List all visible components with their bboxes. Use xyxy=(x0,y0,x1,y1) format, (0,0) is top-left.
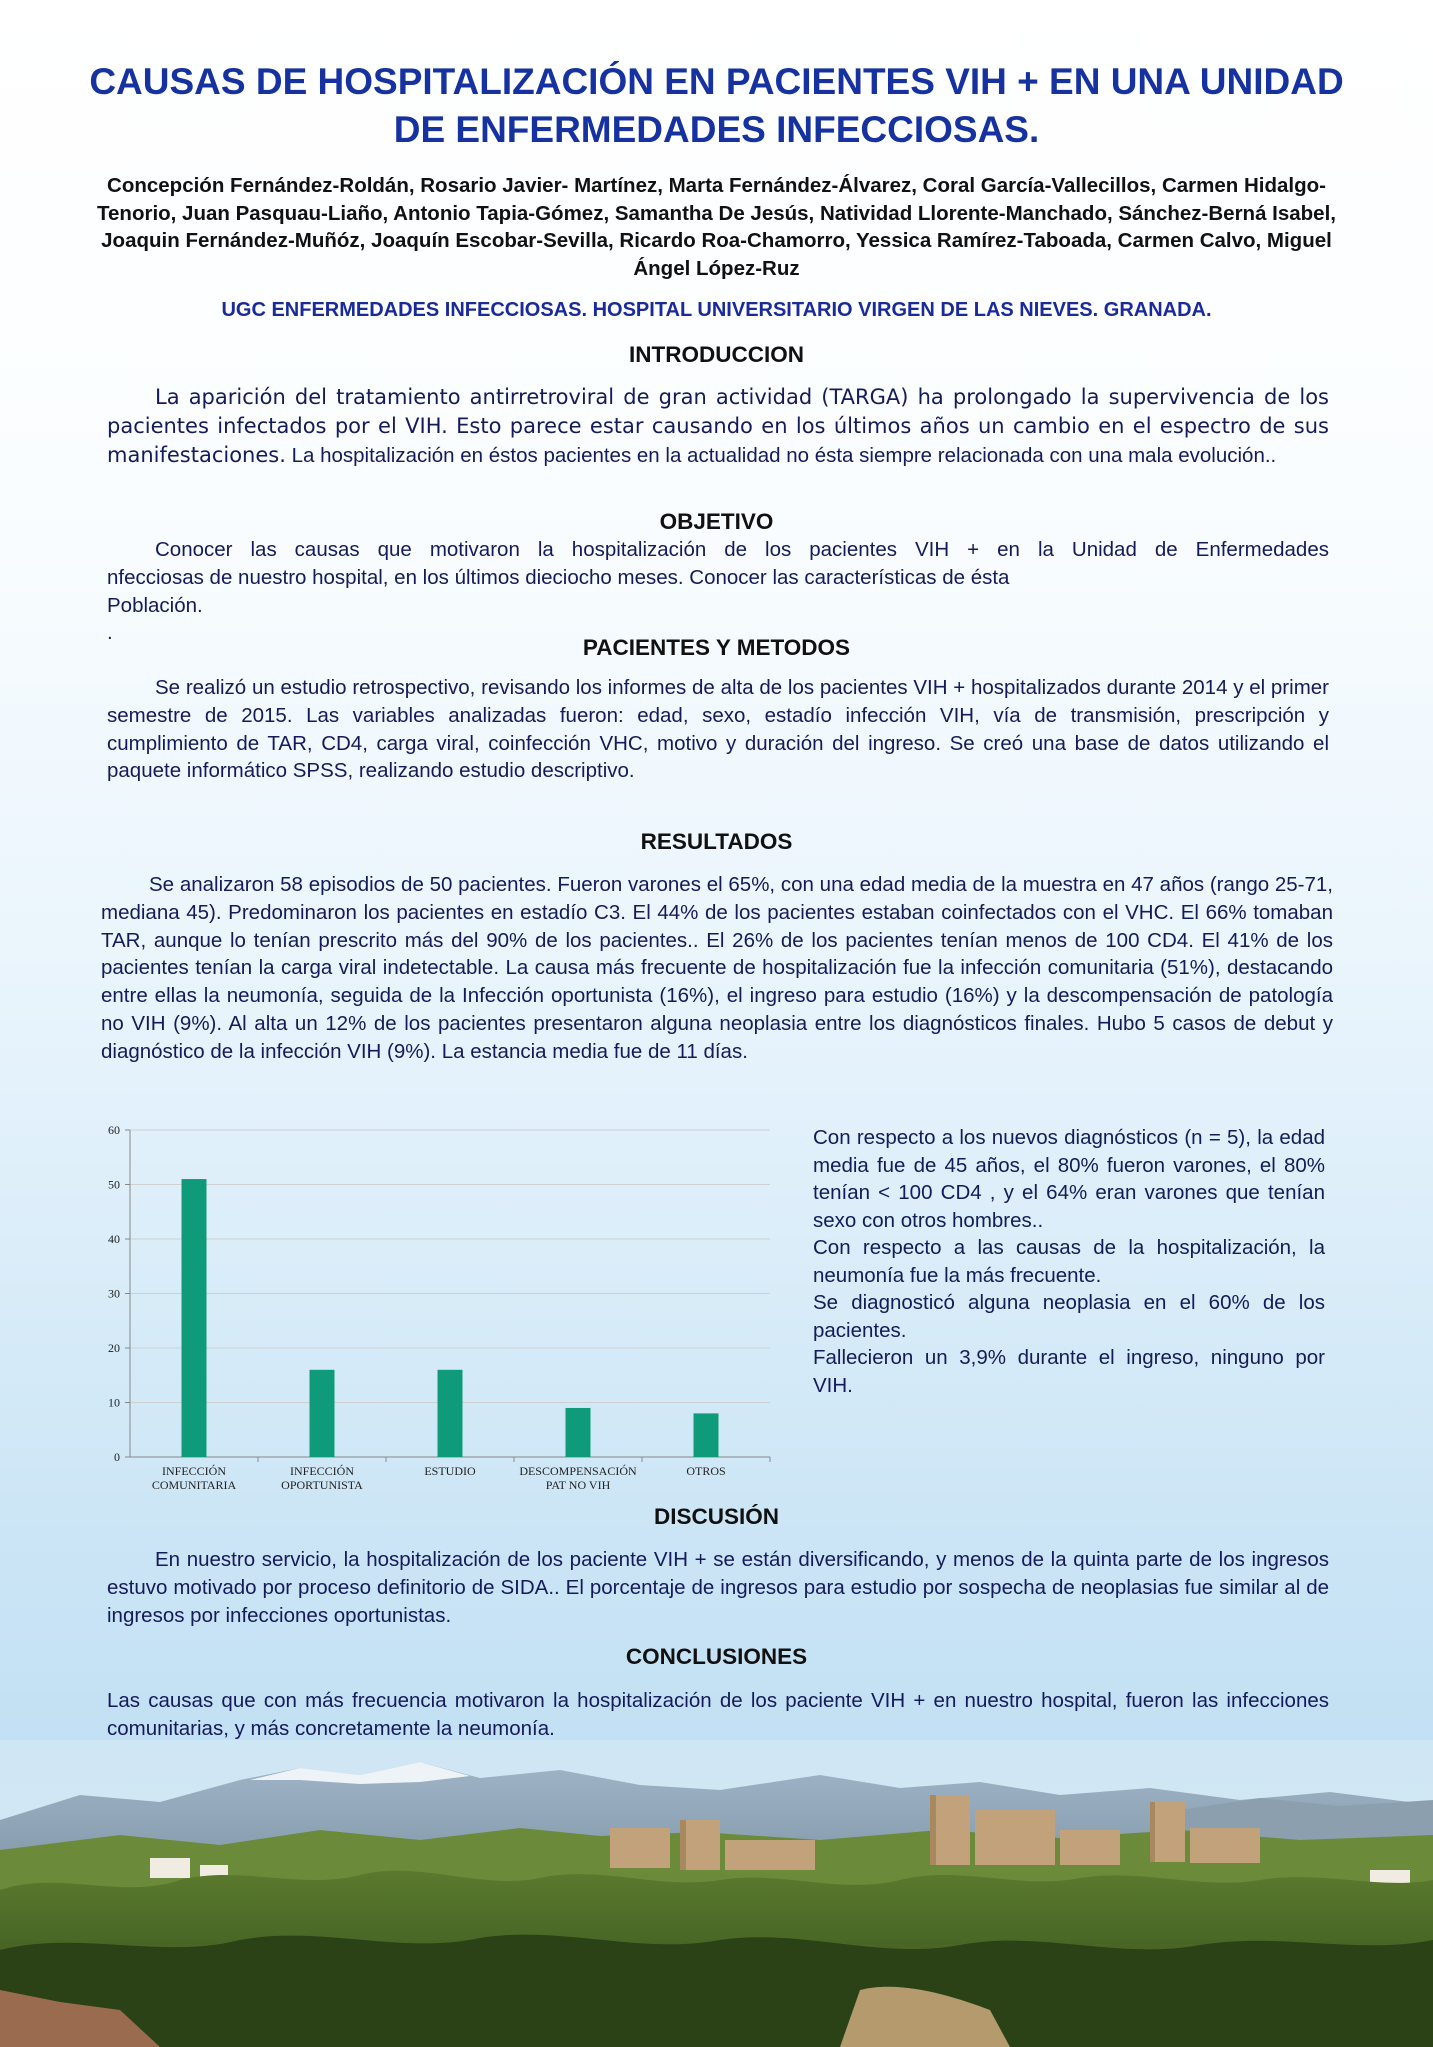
objetivo-heading: OBJETIVO xyxy=(659,509,774,534)
conclusiones-text: Las causas que con más frecuencia motivaron la hospitalización de los paciente VIH + en nuestro hospital, fueron las infecciones comunitarias, y más concretamente la neumonía. xyxy=(107,1689,1329,1740)
y-tick-label: 30 xyxy=(108,1286,120,1301)
x-tick-label: DESCOMPENSACIÓN xyxy=(519,1464,637,1478)
metodos-text: Se realizó un estudio retrospectivo, revisando los informes de alta de los pacientes VIH + hospitalizados durante 2014 y el primer semestre de 2015. Las variables analizadas fueron: edad, sexo, estadío infección VIH, vía de transmisión, prescripción y cumplimiento de TAR, CD4, carga viral, coinfección VHC, motivo y duración del ingreso. Se creó una base de datos utilizando el paquete informático SPSS, realizando estudio descriptivo. xyxy=(107,676,1329,783)
y-tick-label: 40 xyxy=(108,1232,120,1246)
bar-chart xyxy=(100,1118,780,1508)
introduccion-text-b: La hospitalización en éstos pacientes en la actualidad no ésta siempre relacionada con una mala evolución.. xyxy=(285,443,1277,467)
x-tick-label: OPORTUNISTA xyxy=(281,1478,363,1492)
introduccion-text-a: La aparición del tratamiento antirretroviral de gran actividad (TARGA) ha prolongado la supervivencia de los pacientes infectados por el VIH. Esto parece estar causando en los últimos años un cambio en el espectro de sus manifestaciones. xyxy=(107,385,1329,467)
x-tick-label: PAT NO VIH xyxy=(545,1478,611,1492)
bar-chart-svg xyxy=(100,1118,780,1508)
bar xyxy=(438,1370,463,1457)
introduccion-heading: INTRODUCCION xyxy=(629,342,804,367)
side-notes xyxy=(813,1124,1325,1399)
objetivo-line-4: . xyxy=(107,621,113,645)
resultados-heading: RESULTADOS xyxy=(640,829,793,854)
affiliation: UGC ENFERMEDADES INFECCIOSAS. HOSPITAL UNIVERSITARIO VIRGEN DE LAS NIEVES. GRANADA. xyxy=(221,299,1212,321)
introduccion-text xyxy=(107,383,1329,469)
conclusiones-heading: CONCLUSIONES xyxy=(625,1644,808,1669)
x-tick-label: INFECCIÓN xyxy=(289,1464,355,1478)
landscape-illustration xyxy=(0,1740,1433,2047)
y-tick-label: 50 xyxy=(108,1177,120,1192)
y-tick-label: 0 xyxy=(114,1450,120,1464)
bar xyxy=(182,1179,207,1457)
side-note-fallecidos: Fallecieron un 3,9% durante el ingreso, ninguno por VIH. xyxy=(813,1346,1325,1397)
poster-title: CAUSAS DE HOSPITALIZACIÓN EN PACIENTES VIH + EN UNA UNIDAD DE ENFERMEDADES INFECCIOSAS. xyxy=(89,61,1344,150)
side-note-causas: Con respecto a las causas de la hospitalización, la neumonía fue la más frecuente. xyxy=(813,1236,1325,1287)
x-tick-label: INFECCIÓN xyxy=(161,1464,227,1478)
author-list: Concepción Fernández-Roldán, Rosario Javier- Martínez, Marta Fernández-Álvarez, Coral García-Vallecillos, Carmen Hidalgo-Tenorio, Juan Pasquau-Liaño, Antonio Tapia-Gómez, Samantha De Jesús, Natividad Llorente-Manchado, Sánchez-Berná Isabel, Joaquin Fernández-Muñóz, Joaquín Escobar-Sevilla, Ricardo Roa-Chamorro, Yessica Ramírez-Taboada, Carmen Calvo, Miguel Ángel López-Ruz xyxy=(97,174,1336,280)
objetivo-line-1: Conocer las causas que motivaron la hospitalización de los pacientes VIH + en la Unidad de Enfermedades xyxy=(155,538,1329,561)
x-tick-label: ESTUDIO xyxy=(424,1464,476,1478)
x-tick-label: OTROS xyxy=(686,1464,726,1478)
side-note-neoplasia: Se diagnosticó alguna neoplasia en el 60% de los pacientes. xyxy=(813,1291,1325,1342)
objetivo-text xyxy=(107,536,1329,647)
resultados-text: Se analizaron 58 episodios de 50 pacientes. Fueron varones el 65%, con una edad media de la muestra en 47 años (rango 25-71, mediana 45). Predominaron los pacientes en estadío C3. El 44% de los pacientes estaban coinfectados con el VHC. El 66% tomaban TAR, aunque lo tenían prescrito más del 90% de los pacientes.. El 26% de los pacientes tenían menos de 100 CD4. El 41% de los pacientes tenían la carga viral indetectable. La causa más frecuente de hospitalización fue la infección comunitaria (51%), destacando entre ellas la neumonía, seguida de la Infección oportunista (16%), el ingreso para estudio (16%) y la descompensación de patología no VIH (9%). Al alta un 12% de los pacientes presentaron alguna neoplasia entre los diagnósticos finales. Hubo 5 casos de debut y diagnóstico de la infección VIH (9%). La estancia media fue de 11 días. xyxy=(101,873,1333,1063)
y-tick-label: 20 xyxy=(108,1341,120,1355)
bar xyxy=(310,1370,335,1457)
x-tick-label: COMUNITARIA xyxy=(151,1478,237,1492)
bar xyxy=(694,1413,719,1457)
discusion-heading: DISCUSIÓN xyxy=(653,1504,779,1529)
objetivo-line-2: nfecciosas de nuestro hospital, en los últimos dieciocho meses. Conocer las características de ésta xyxy=(107,565,1010,589)
y-tick-label: 10 xyxy=(108,1395,120,1410)
y-tick-label: 60 xyxy=(108,1123,120,1137)
discusion-text: En nuestro servicio, la hospitalización de los paciente VIH + se están diversificando, y menos de la quinta parte de los ingresos estuvo motivado por proceso definitorio de SIDA.. El porcentaje de ingresos para estudio por sospecha de neoplasias fue similar al de ingresos por infecciones oportunistas. xyxy=(107,1548,1329,1627)
objetivo-line-3: Población. xyxy=(107,593,203,617)
alhambra-landscape-image xyxy=(0,1740,1433,2047)
side-note-nuevos-diagnosticos: Con respecto a los nuevos diagnósticos (n = 5), la edad media fue de 45 años, el 80% fueron varones, el 80% tenían < 100 CD4 , y el 64% eran varones que tenían sexo con otros hombres.. xyxy=(813,1126,1325,1232)
metodos-heading: PACIENTES Y METODOS xyxy=(582,635,851,660)
bar xyxy=(566,1408,591,1457)
